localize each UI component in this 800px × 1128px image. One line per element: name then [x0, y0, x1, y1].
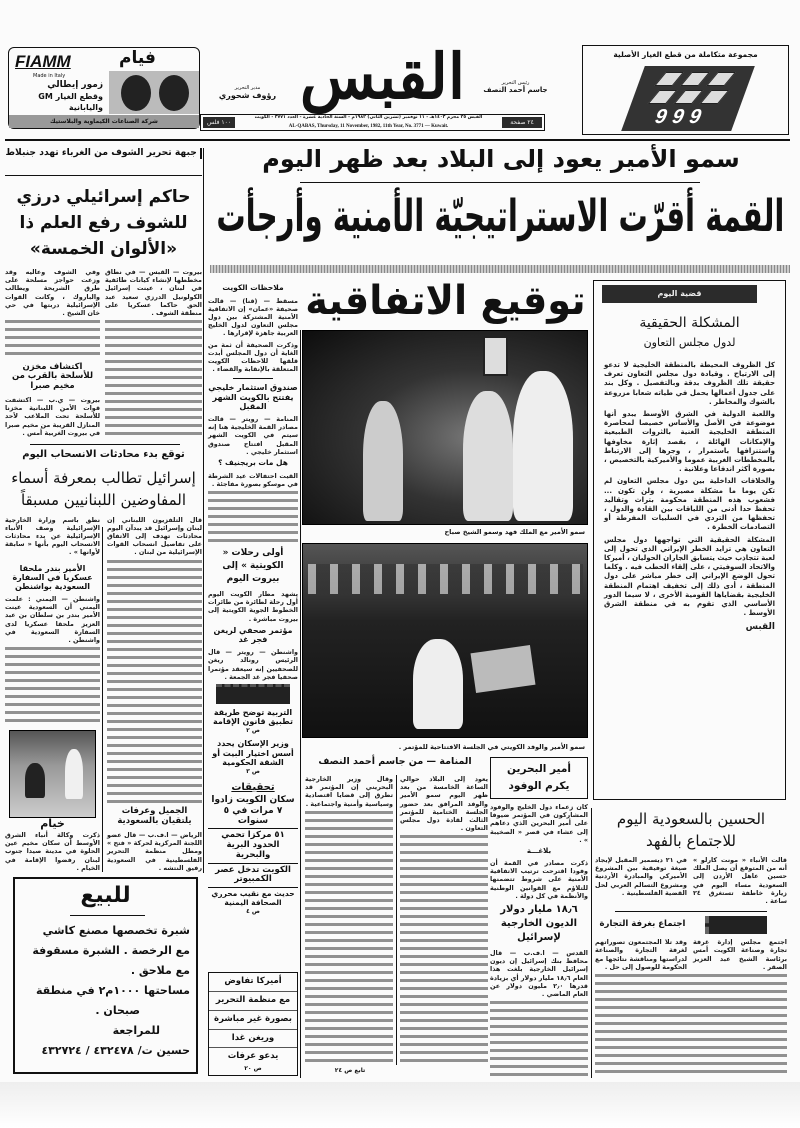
col-rule: [233, 378, 273, 379]
barcode-image: [216, 684, 290, 704]
investigations-ref: ص ٤: [246, 908, 260, 916]
hussein-row: [595, 856, 787, 908]
investigation-item[interactable]: سكان الكويت زادوا ٧ مرات في ٥ سنوات: [208, 793, 298, 829]
main-kicker: سمو الأمير يعود إلى البلاد بعد ظهر اليوم: [262, 145, 740, 173]
page-count: ٢٤ صفحة: [502, 117, 542, 128]
managing-editor: مدير التحرير رؤوف شحوري: [218, 85, 277, 100]
text-lines: [107, 560, 202, 804]
photo-2-caption: سمو الأمير والوفد الكويتي في الجلسة الافتتاحية للمؤتمر .: [398, 743, 585, 751]
left-column-top: [5, 148, 202, 440]
chamber-text-2: وقد تلا المجتمعون تصوراتهم لغرفة التجارة والصناعة لدراستها ومناقشة نتائجها مع الحكومة للوصول إلى حل .: [595, 938, 687, 971]
education-ref: ص ٢: [246, 727, 260, 735]
fiamm-company: شركة الصناعات الكيماوية والبلاستيك: [9, 115, 199, 128]
fiamm-logo: FIAMM: [15, 52, 71, 71]
today-issue-label: قضية اليوم: [602, 285, 757, 303]
continued-ref: تابع ص ٢٤: [334, 1067, 366, 1074]
manama-byline: المنامة — من جاسم أحمد النصف: [318, 756, 472, 767]
spare-parts-ad: [582, 45, 789, 135]
left-headline: حاكم إسرائيلي درزي للشوف رفع العلم ذا «الألوان الخمسة»: [16, 186, 191, 259]
notes-title: ملاحظات الكويت: [222, 283, 284, 292]
manama-text: يعود إلى البلاد حوالي الساعة الخامسة من بعد ظهر اليوم سمو الأمير والوفد المرافق بعد حضور الجلسة الختامية للمؤتمر الثالث لقادة دول مجلس التعاون .: [400, 775, 488, 833]
left-top-subcolumn-right: [105, 268, 202, 440]
withdrawal-text-2: قال التلفزيون اللبناني إن لبنان وإسرائيل قد يبدآن اليوم محادثات تهدف إلى الاتفاق على تفاصيل انسحاب القوات الإسرائيلية من لبنان .: [107, 515, 202, 557]
today-issue-signature: القبس: [745, 622, 775, 633]
investigations-label: تحقيقات: [231, 781, 275, 793]
brezhnev-headline: هل مات بريجنيف ؟: [218, 458, 288, 468]
notes-text: مسقط — (قنا) — قالت صحيفة «عمان» إن الاتفاقية الأمنية المشتركة بين دول مجلس التعاون لدول الخليج العربية جاهزة لإقرارها .: [208, 296, 298, 338]
investigation-item[interactable]: ٥١ مركزا تحمي الحدود البرية والبحرية: [208, 829, 298, 863]
date-bar: [200, 114, 545, 131]
education-headline: التربية توضح طريقة تطبيق قانون الإقامة: [213, 708, 293, 727]
for-sale-ad: [13, 877, 198, 1074]
sale-rule: [70, 915, 145, 916]
date-english: AL-QABAS, Thursday, 11 November, 1982, 11th Year, No. 3771 — Kuwait.: [288, 124, 449, 129]
left-bottom-subcolumn-left: [5, 516, 100, 873]
bahrain-emir-box: [490, 757, 588, 799]
fiamm-made-in: Made in Italy: [33, 73, 66, 79]
hussein-text-2: في ٢١ ديسمبر المقبل لإيجاد صيغة توفيقية بين المشروع الأميركي والمبادرة الأردنية ومشروع التسالم العربي لحل القضية الفلسطينية .: [595, 856, 687, 897]
fiamm-line3: واليابانية: [68, 103, 103, 112]
left-rule: [5, 175, 202, 176]
date-arabic: القبس ٢٥ محرم ١٤٠٣هـ - ١١ نوفمبر (تشرين الثاني) ١٩٨٢م - السنة الحادية عشرة - العدد ٣٧٧١ - الكويت: [254, 115, 483, 120]
column-rule: [102, 527, 103, 872]
hussein-headline: الحسين بالسعودية اليوم للاجتماع بالفهد: [616, 810, 766, 850]
logo: القبس: [299, 40, 466, 113]
editor-in-chief: رئيس التحرير جاسم أحمد النصف: [483, 80, 548, 94]
hussein-rule: [615, 911, 767, 912]
israel-debt-text: القدس — ا.ف.ب — قال محافظ بنك إسرائيل إن ديون إسرائيل الخارجية بلغت هذا العام ١٨٫٦ مليار دولار أي بزيادة قدرها ٢٫٠ مليون دولار عن العام الماضي .: [490, 949, 588, 999]
tents-text: ذكرت وكالة أنباء الشرق الأوسط أن سكان مخيم عين الحلوة في مدينة صيدا جنوب لبنان رفضوا الإقامة في الخيام .: [5, 830, 100, 872]
hussein-column: [595, 808, 787, 1076]
today-issue-subtitle: لدول مجلس التعاون: [643, 336, 736, 349]
photo-1-caption: سمو الأمير مع الملك فهد وسمو الشيخ صباح: [444, 528, 585, 536]
text-lines: [305, 811, 393, 1067]
main-headline: القمة أقرّت الاستراتيجيّة الأمنية وأرجأت: [215, 191, 785, 242]
narrow-column: [208, 284, 298, 1076]
text-lines: [595, 974, 787, 1076]
scan-shadow: [0, 1082, 800, 1128]
left-column-bottom: [5, 449, 202, 872]
fund-text: المنامة — رويتر — قالت مصادر القمة الخليجية هنا إنه سيتم في الكويت الشهر المقبل افتتاح صندوق استثمار خليجي .: [208, 415, 298, 456]
left-top-subcolumn-left: [5, 268, 100, 440]
kicker-rule: [300, 182, 700, 183]
left-bottom-columns: [5, 516, 202, 873]
fiamm-ad: [8, 47, 200, 129]
text-lines: [5, 647, 100, 726]
chamber-text: اجتمع مجلس إدارة غرفة تجارة وصناعة الكويت أمس برئاسة الشيخ عبد العزيز الصقر .: [693, 938, 787, 971]
withdrawal-text: نطق باسم وزارة الخارجية الإسرائيلية وصف الأنباء الإسرائيلية عن بدء محادثات الانسحاب اليوم بأنها « سابقة لأوانها » .: [5, 515, 100, 557]
left-top-columns: [5, 268, 202, 440]
masthead-rule: [5, 139, 790, 141]
summit-photo-2: [302, 543, 588, 738]
summit-photo-1: [302, 330, 588, 525]
text-lines: [105, 320, 202, 440]
investigation-item[interactable]: الكويت تدخل عصر الكمبيوتر: [208, 864, 298, 889]
arms-headline: اكتشاف مخزن للأسلحة بالقرب من مخيم صبرا: [11, 361, 94, 392]
security-text: ذكرت مصادر في القمة أن وفودا اقترحت ترتيب الاتفاقية الأمنية على شروط تتضمنها للتلاؤم مع القوانين الوطنية والأنظمة في كل دولة .: [490, 859, 588, 900]
text-lines: [5, 320, 100, 359]
left-kicker: جبهة تحرير الشوف من الغرباء تهدد جنبلاط: [5, 148, 202, 159]
logo-999: 999: [651, 106, 711, 128]
sale-ad-body: شبرة تخصصها مصنع كاشي مع الرخصة . الشبرة مسقوفة مع ملاحق . مساحتها ١٠٠٠م٢ في منطقة صبحان . للمراجعة حسين ت/ ٤٣٢٤٧٨ / ٤٣٢٧٢٤: [32, 924, 190, 1057]
fiamm-arabic-logo: فيام: [119, 48, 156, 68]
brezhnev-text: القيت احتفالات عيد الشرطة في موسكو بصورة مفاجئة .: [208, 471, 298, 488]
bahrain-column: [490, 757, 588, 1077]
investigations-list: [208, 793, 298, 916]
left-bottom-subcolumn-right: [107, 516, 202, 873]
embassy-headline: الأمير بندر ملحقا عسكريا في السفارة السعودية بواشنطن: [12, 563, 93, 591]
manama-text-2: وقال وزير الخارجية البحريني إن المؤتمر قد تطرق إلى قضايا اقتصادية وسياسية وأمنية واجتماعية .: [305, 775, 393, 808]
shaded-bar: [210, 265, 790, 273]
bahrain-emir-text: كان زعماء دول الخليج والوفود المشاركون في المؤتمر ضيوفا على أمير البحرين الذي دعاهم إلى عشاء في قصر « الصخيبة » .: [490, 803, 588, 844]
text-lines: [490, 1001, 588, 1077]
housing-headline: وزير الإسكان يحدد أسس اختيار البيت أو الشقة الحكومية: [212, 739, 294, 767]
investigation-item[interactable]: حديث مع نقيب محرري الصحافة اليمنية: [211, 889, 295, 907]
fund-headline: صندوق استثمار خليجي يفتتح بالكويت الشهر المقبل: [208, 383, 298, 411]
israel-debt-headline: ١٨٫٦ مليار دولار الديون الخارجية لإسرائيل: [500, 904, 578, 944]
column-rule: [300, 330, 301, 1078]
chamber-headline: اجتماع بغرفة التجارة: [599, 919, 686, 930]
embassy-text: واشنطن — اليمني : علمت اليمني أن السعودية عينت الأمير بندر بن سلطان بن عبد العزيز ملحقا عسكريا لدى السفارة السعودية في واشنطن .: [5, 595, 100, 645]
cube-logo: [621, 66, 755, 131]
press-conference-text: واشنطن — رويتر — قال الرئيس رونالد ريغن للصحفيين إنه سيعقد مؤتمرا صحفيا فجر غد الجمعة .: [208, 648, 298, 681]
spare-parts-title: مجموعة متكاملة من قطع الغيار الأصلية: [613, 50, 758, 59]
column-rule: [396, 775, 397, 1065]
left-rule: [30, 444, 180, 445]
fiamm-line2: وقطع الغيار GM: [38, 92, 103, 101]
horn-image: [109, 71, 199, 114]
flights-text: يشهد مطار الكويت اليوم أول رحلة لطائرة من طائرات الخطوط الجوية الكويتية إلى بيروت مباشرة .: [208, 590, 298, 623]
manama-subcolumn-left: [305, 775, 393, 1067]
housing-ref: ص ٣: [246, 767, 260, 775]
today-issue-box: [593, 280, 786, 800]
barcode-image: [705, 916, 767, 934]
chamber-row: [595, 938, 787, 974]
for-sale-title: للبيع: [80, 883, 131, 908]
withdrawal-kicker: توقع بدء محادثات الانسحاب اليوم: [22, 449, 185, 460]
gemayel-arafat-headline: الجميل وعرفات يلتقيان بالسعودية: [117, 806, 192, 827]
bahrain-emir-headline: أمير البحرين يكرم الوفود: [507, 763, 571, 792]
tents-caption: خيام: [40, 817, 65, 831]
tents-photo: [9, 730, 96, 818]
gemayel-arafat-text: الرياض — ا.ف.ب — قال عضو اللجنة المركزية لحركة « فتح » ومطل منظمة التحرير الفلسطينية في السعودية رفيق النتشه .: [107, 830, 202, 872]
notes-text-2: وذكرت الصحيفة أن ثمة من الغاية أن دول المجلس أبدت قلقها للاحظات الكويت المتعلقة بالإنقابة والقضاء .: [208, 340, 298, 374]
hussein-text: قالت الأنباء « مونت كارلو » أنه من المتوقع أن يصل الملك حسين عاهل الأردن إلى السعودية مساء اليوم في زيارة خاطفة تستغرق ٢٤ ساعة .: [693, 856, 787, 906]
fiamm-line1: زمور إيطالي: [47, 80, 103, 90]
text-lines: [400, 835, 488, 1067]
press-conference-headline: مؤتمر صحفي لريغن فجر غد: [213, 625, 293, 645]
today-issue-body: كل الظروف المحيطة بالمنطقة الخليجية لا تدعو إلى الارتياح . وقيادة دول مجلس التعاون تعرف حقيقة تلك الظروف بدقة وبالتفصيل . وكل بند على جدول أعمالها يحمل في طياته شعابا مزروعة بالشوك والمخاطر . واللعبة الدولية في الشرق الأوسط يبدو أنها موضوعة في الأصل والأساس خصيصا لمحاصرة المنطقة الخليجية الغنية بالثروات الطبيعية والإمكانات الهائلة ، بقصد إثارة مخاوفها واستنزافها باستمرار ، وجرها إلى الارتباط بالمخططات الغربية عموما والأميركية بالتخصيص ، بصورة أكثر اندفاعا وعلانية . والخلافات الداخلية بين دول مجلس التعاون لم تكن يوما ما مشكلة مصيرية ، ولن تكون ... فشعوب هذه المنطقة محكومة بتراث وتقاليد تحفظ حدا أدنى من اللياقات بين القادة والدول ، تحفظها من التردي في السلبيات المفرطة أو التصادمات الخطرة . المشكلة الحقيقية التي تواجهها دول مجلس التعاون هي تزايد الخطر الإيراني الذي تحول إلى لعبة تتجاذب حيث يتسابق الجاران الحوليان ، أميركا والاتحاد السوفيتي ، على إلقاء الحطب فيه . وكلما تحول الوضع الإيراني إلى خطر مباشر على دول المنطقة ، أدى ذلك إلى تخفيف اهتمام المنطقة الخليجية بقضاياها القومية الأخرى ، لا سيما الدور الأساسي الذي تقوم به في منطقة الشرق الأوسط . القبس: [604, 361, 775, 633]
arms-text: بيروت — ي.ب — اكتشفت قوات الأمن اللبنانية مخزنا للأسلحة تحت الملاعب لأحد المنازل القريبة من مخيم صبرا في بيروت الغربية أمس .: [5, 395, 100, 437]
left-article-text-2: وفي الشوف وعاليه وقد وزعت حواجز مسلحة على طرق الشريحة ويطالب والباروك ، وكانت القوات الإسرائيلية دربتها في حي خان الشيخ .: [5, 267, 100, 317]
second-headline: توقيع الاتفاقية: [304, 278, 586, 324]
left-article-text: بيروت — القبس — في نطاق مخططها لإنشاء كيانات طائفية في لبنان ، عينت إسرائيل الكولونيل الدرزي سعيد عبد الحق حاكما عسكريا على منطقة الشوف .: [105, 267, 202, 317]
today-issue-title: المشكلة الحقيقية: [639, 315, 740, 331]
usa-plo-box: أميركا تفاوض مع منظمة التحرير بصورة غير مباشرة وريغن غدا يدعو عرفات ص ٢٠: [208, 972, 298, 1076]
column-rule: [591, 808, 592, 1078]
manama-subcolumn-right: [400, 775, 488, 1067]
chamber-header: [595, 916, 787, 934]
price: ١٠٠ فلس: [203, 117, 235, 128]
security-label: بلاغـــة: [526, 847, 552, 856]
flights-headline: أولى رحلات « الكويتية » إلى بيروت اليوم: [222, 548, 284, 585]
column-rule: [203, 148, 204, 873]
text-lines: [208, 491, 298, 543]
withdrawal-headline: إسرائيل تطالب بمعرفة أسماء المفاوضين اللبنانيين مسبقاً: [11, 468, 196, 509]
